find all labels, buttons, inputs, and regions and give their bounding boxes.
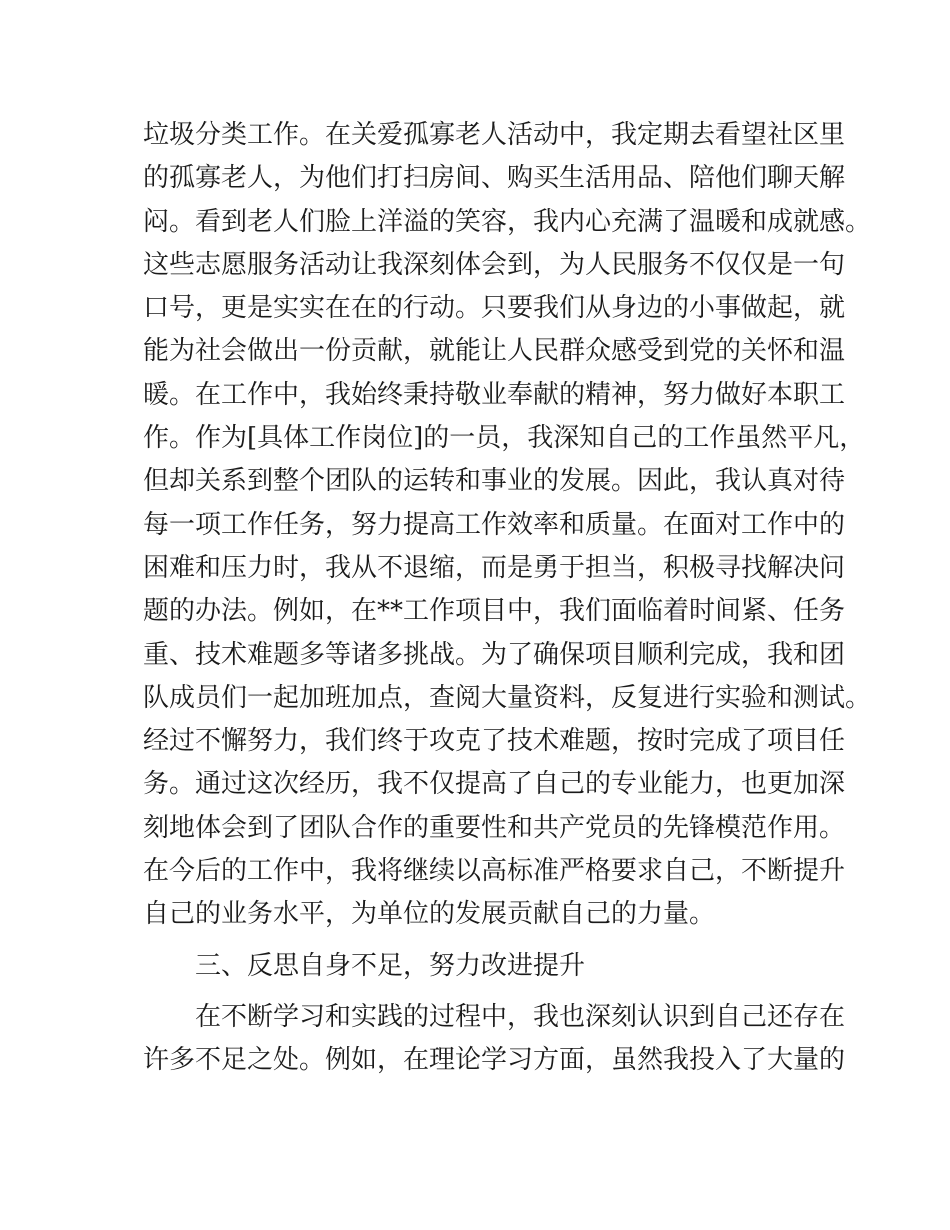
text-line: 重、技术难题多等诸多挑战。为了确保项目顺利完成，我和团	[143, 639, 846, 670]
text-line: 但却关系到整个团队的运转和事业的发展。因此，我认真对待	[143, 466, 846, 497]
paragraph-volunteer-and-work	[143, 114, 872, 937]
text-line: 口号，更是实实在在的行动。只要我们从身边的小事做起，就	[143, 293, 846, 324]
text-line: 经过不懈努力，我们终于攻克了技术难题，按时完成了项目任	[143, 726, 846, 757]
text-line: 暖。在工作中，我始终秉持敬业奉献的精神，努力做好本职工	[143, 379, 846, 410]
text-line: 困难和压力时，我从不退缩，而是勇于担当，积极寻找解决问	[143, 552, 846, 583]
paragraph-spacer	[143, 988, 833, 996]
text-line: 这些志愿服务活动让我深刻体会到，为人民服务不仅仅是一句	[143, 249, 846, 280]
text-line: 务。通过这次经历，我不仅提高了自己的专业能力，也更加深	[143, 769, 846, 800]
text-line: 题的办法。例如，在**工作项目中，我们面临着时间紧、任务	[143, 596, 846, 627]
document-body	[143, 114, 872, 1083]
text-line: 垃圾分类工作。在关爱孤寡老人活动中，我定期去看望社区里	[143, 120, 846, 150]
text-line: 的孤寡老人，为他们打扫房间、购买生活用品、陪他们聊天解	[143, 163, 846, 194]
text-line: 刻地体会到了团队合作的重要性和共产党员的先锋模范作用。	[143, 812, 846, 843]
paragraph-reflection	[143, 996, 846, 1083]
text-line: 队成员们一起加班加点，查阅大量资料，反复进行实验和测试。	[143, 682, 872, 713]
text-line: 在今后的工作中，我将继续以高标准严格要求自己，不断提升	[143, 856, 846, 887]
text-line: 作。作为[具体工作岗位]的一员，我深知自己的工作虽然平凡，	[143, 423, 866, 454]
text-line: 能为社会做出一份贡献，就能让人民群众感受到党的关怀和温	[143, 336, 846, 367]
text-line: 在不断学习和实践的过程中，我也深刻认识到自己还存在	[195, 1001, 846, 1032]
text-line: 许多不足之处。例如，在理论学习方面，虽然我投入了大量的	[143, 1045, 846, 1076]
text-line: 每一项工作任务，努力提高工作效率和质量。在面对工作中的	[143, 509, 846, 540]
paragraph-spacer	[143, 937, 833, 945]
section-heading: 三、反思自身不足，努力改进提升	[195, 950, 586, 981]
text-line: 自己的业务水平，为单位的发展贡献自己的力量。	[143, 899, 716, 930]
text-line: 闷。看到老人们脸上洋溢的笑容，我内心充满了温暖和成就感。	[143, 206, 872, 237]
